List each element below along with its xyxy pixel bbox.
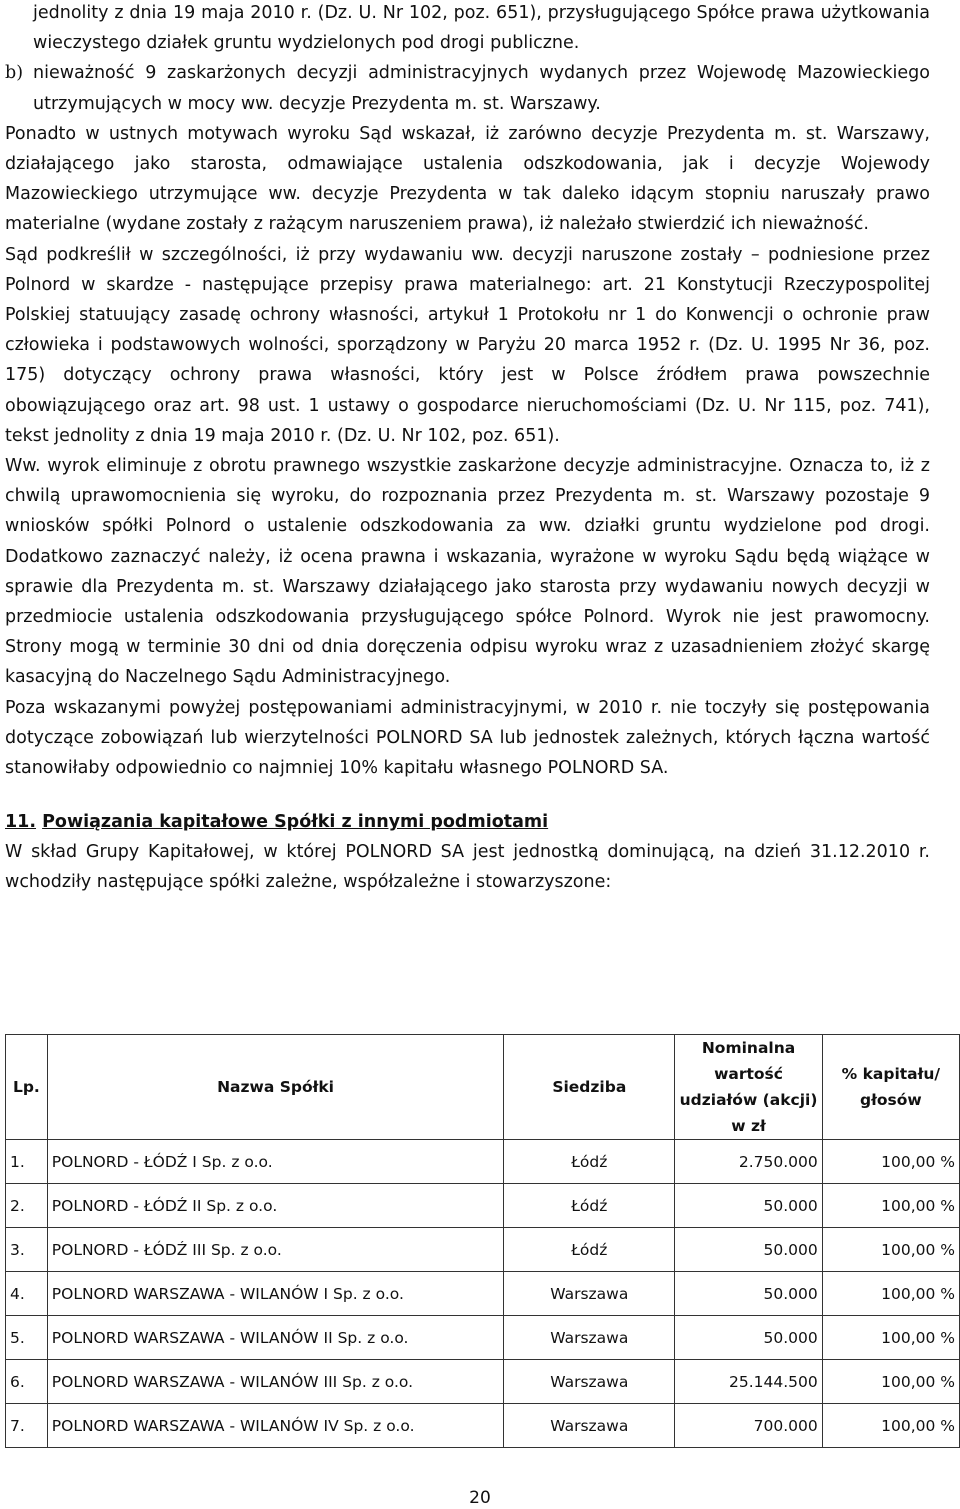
cell-seat: Łódź bbox=[504, 1184, 675, 1228]
cell-seat: Warszawa bbox=[504, 1360, 675, 1404]
cell-name: POLNORD - ŁÓDŹ II Sp. z o.o. bbox=[47, 1184, 504, 1228]
table-row bbox=[6, 1360, 960, 1404]
list-marker: b) bbox=[5, 63, 24, 84]
section-number: 11. bbox=[5, 812, 37, 833]
cell-lp: 7. bbox=[6, 1404, 48, 1448]
cell-seat: Łódź bbox=[504, 1228, 675, 1272]
cell-nominal-value: 50.000 bbox=[675, 1316, 822, 1360]
cell-seat: Warszawa bbox=[504, 1316, 675, 1360]
cell-name: POLNORD WARSZAWA - WILANÓW I Sp. z o.o. bbox=[47, 1272, 504, 1316]
cell-percent: 100,00 % bbox=[822, 1228, 959, 1272]
section-title: Powiązania kapitałowe Spółki z innymi podmiotami bbox=[42, 812, 549, 833]
cell-lp: 6. bbox=[6, 1360, 48, 1404]
cell-seat: Warszawa bbox=[504, 1404, 675, 1448]
cell-nominal-value: 2.750.000 bbox=[675, 1140, 822, 1184]
cell-nominal-value: 25.144.500 bbox=[675, 1360, 822, 1404]
header-seat: Siedziba bbox=[504, 1035, 675, 1140]
cell-lp: 5. bbox=[6, 1316, 48, 1360]
document-page bbox=[5, 0, 930, 898]
cell-nominal-value: 50.000 bbox=[675, 1272, 822, 1316]
header-percent: % kapitału/ głosów bbox=[822, 1035, 959, 1140]
section-intro: W skład Grupy Kapitałowej, w której POLNORD SA jest jednostką dominującą, na dzień 31.12.2010 r. wchodziły następujące spółki zależne, współzależne i stowarzyszone: bbox=[5, 842, 930, 893]
page-number: 20 bbox=[469, 1488, 491, 1508]
cell-percent: 100,00 % bbox=[822, 1316, 959, 1360]
cell-name: POLNORD WARSZAWA - WILANÓW IV Sp. z o.o. bbox=[47, 1404, 504, 1448]
cell-name: POLNORD - ŁÓDŹ III Sp. z o.o. bbox=[47, 1228, 504, 1272]
list-item-text: nieważność 9 zaskarżonych decyzji administracyjnych wydanych przez Wojewodę Mazowieckiego utrzymujących w mocy ww. decyzje Prezydenta m. st. Warszawy. bbox=[33, 63, 930, 114]
header-lp: Lp. bbox=[6, 1035, 48, 1140]
section-heading bbox=[5, 807, 930, 837]
paragraph-court-emphasis: Sąd podkreślił w szczególności, iż przy wydawaniu ww. decyzji naruszone zostały – podniesione przez Polnord w skardze - następujące przepisy prawa materialnego: art. 21 Konstytucji Rzeczypospolitej Polskiej statuujący zasadę ochrony własności, artykuł 1 Protokołu nr 1 do Konwencji o ochronie praw człowieka i podstawowych wolności, sporządzony w Paryżu 20 marca 1952 r. (Dz. U. 1995 Nr 36, poz. 175) dotyczący ochrony prawa własności, który jest w Polsce źródłem prawa powszechnie obowiązującego oraz art. 98 ust. 1 ustawy o gospodarce nieruchomościami (Dz. U. Nr 115, poz. 741), tekst jednolity z dnia 19 maja 2010 r. (Dz. U. Nr 102, poz. 651). bbox=[5, 244, 930, 446]
cell-percent: 100,00 % bbox=[822, 1184, 959, 1228]
cell-seat: Łódź bbox=[504, 1140, 675, 1184]
paragraph-reasoning: Ponadto w ustnych motywach wyroku Sąd wskazał, iż zarówno decyzje Prezydenta m. st. Warszawy, działającego jako starosta, odmawiające ustalenia odszkodowania, jak i decyzje Wojewody Mazowieckiego utrzymujące ww. decyzje Prezydenta w tak daleko idącym stopniu naruszały prawo materialne (wydane zostały z rażącym naruszeniem prawa), iż należało stwierdzić ich nieważność. bbox=[5, 123, 930, 235]
cell-lp: 1. bbox=[6, 1140, 48, 1184]
paragraph-other-proceedings: Poza wskazanymi powyżej postępowaniami administracyjnymi, w 2010 r. nie toczyły się postępowania dotyczące zobowiązań lub wierzytelności POLNORD SA lub jednostek zależnych, których łączna wartość stanowiłaby odpowiednio co najmniej 10% kapitału własnego POLNORD SA. bbox=[5, 697, 930, 779]
table-row bbox=[6, 1228, 960, 1272]
cell-lp: 3. bbox=[6, 1228, 48, 1272]
cell-nominal-value: 700.000 bbox=[675, 1404, 822, 1448]
cell-nominal-value: 50.000 bbox=[675, 1184, 822, 1228]
subsidiaries-table bbox=[5, 1034, 960, 1448]
cell-name: POLNORD WARSZAWA - WILANÓW III Sp. z o.o. bbox=[47, 1360, 504, 1404]
cell-nominal-value: 50.000 bbox=[675, 1228, 822, 1272]
cell-seat: Warszawa bbox=[504, 1272, 675, 1316]
cell-name: POLNORD - ŁÓDŹ I Sp. z o.o. bbox=[47, 1140, 504, 1184]
cell-lp: 4. bbox=[6, 1272, 48, 1316]
table-row bbox=[6, 1316, 960, 1360]
paragraph-judgment-effect: Ww. wyrok eliminuje z obrotu prawnego wszystkie zaskarżone decyzje administracyjne. Oznacza to, iż z chwilą uprawomocnienia się wyroku, do rozpoznania przez Prezydenta m. st. Warszawy pozostaje 9 wniosków spółki Polnord o ustalenie odszkodowania za ww. działki gruntu wydzielone pod drogi. Dodatkowo zaznaczyć należy, iż ocena prawna i wskazania, wyrażone w wyroku Sądu będą wiążące w sprawie dla Prezydenta m. st. Warszawy działającego jako starosta przy wydawaniu nowych decyzji w przedmiocie ustalenia odszkodowania przysługującego spółce Polnord. Wyrok nie jest prawomocny. Strony mogą w terminie 30 dni od dnia doręczenia odpisu wyroku wraz z uzasadnieniem złożyć skargę kasacyjną do Naczelnego Sądu Administracyjnego. bbox=[5, 456, 930, 688]
cell-percent: 100,00 % bbox=[822, 1272, 959, 1316]
table-row bbox=[6, 1404, 960, 1448]
table-row bbox=[6, 1140, 960, 1184]
cell-lp: 2. bbox=[6, 1184, 48, 1228]
table-row bbox=[6, 1272, 960, 1316]
header-nominal-value: Nominalna wartość udziałów (akcji) w zł bbox=[675, 1035, 822, 1140]
table-row bbox=[6, 1184, 960, 1228]
cell-percent: 100,00 % bbox=[822, 1404, 959, 1448]
cell-percent: 100,00 % bbox=[822, 1140, 959, 1184]
paragraph-continuation: jednolity z dnia 19 maja 2010 r. (Dz. U. Nr 102, poz. 651), przysługującego Spółce prawa użytkowania wieczystego działek gruntu wydzielonych pod drogi publiczne. bbox=[33, 3, 930, 54]
header-name: Nazwa Spółki bbox=[47, 1035, 504, 1140]
cell-percent: 100,00 % bbox=[822, 1360, 959, 1404]
cell-name: POLNORD WARSZAWA - WILANÓW II Sp. z o.o. bbox=[47, 1316, 504, 1360]
list-item-b bbox=[5, 58, 930, 118]
table-header-row bbox=[6, 1035, 960, 1140]
